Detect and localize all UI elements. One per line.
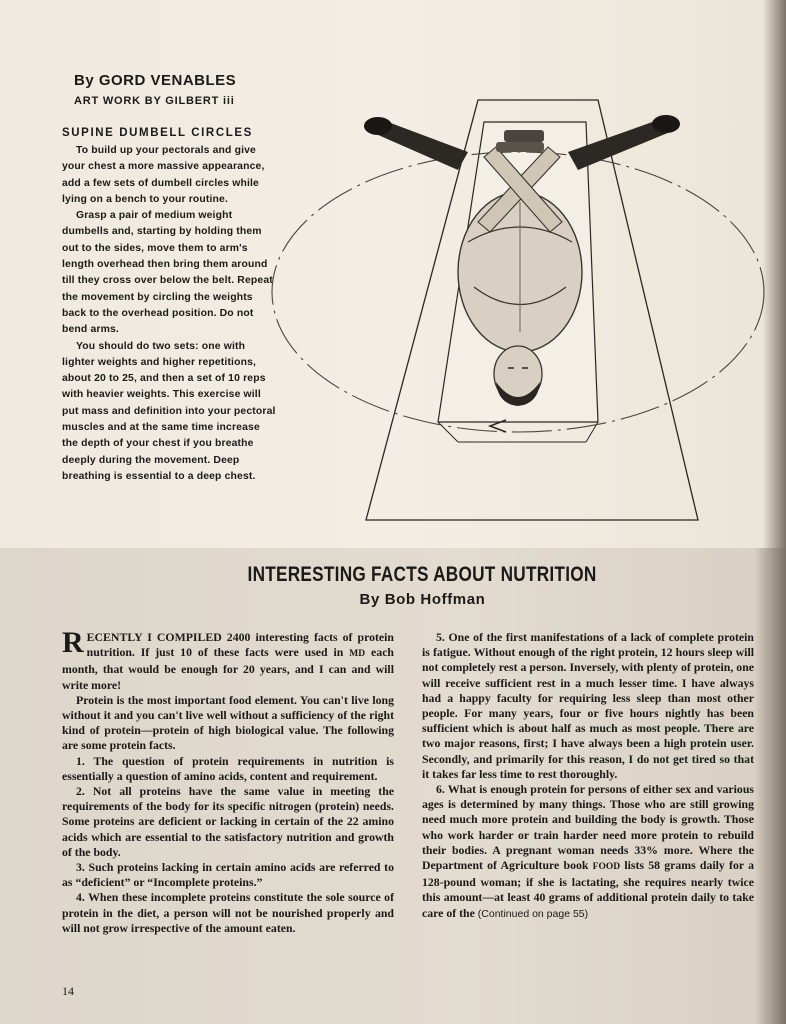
dumbbell-circle-illustration <box>268 92 768 532</box>
article-paragraph: 1. The question of protein requirements in nutrition is essentially a question of amino acids, content and requirement. <box>62 753 394 783</box>
article-paragraph: Protein is the most important food element. You can't live long without it and you can't live well without a sufficiency of the right kind of protein—protein of high biological value. The following are some protein facts. <box>62 692 394 753</box>
byline: By GORD VENABLES <box>74 72 237 89</box>
continued-note: (Continued on page 55) <box>477 907 589 920</box>
dumbbell-icon <box>496 142 544 152</box>
article-column-left <box>62 626 394 936</box>
page-number: 14 <box>62 984 74 998</box>
exercise-paragraph: You should do two sets: one with lighter weights and higher repetitions, about 20 to 25, and then a set of 10 reps with heavier weights. This exercise will put mass and definition into your pectoral muscles and at the same time increase the depth of your chest if you breathe deeply during the movement. Deep breathing is essential to a deep chest. <box>62 340 276 482</box>
dumbbell-icon <box>504 130 544 142</box>
article-title: INTERESTING FACTS ABOUT NUTRITION <box>247 563 597 586</box>
article-paragraph: 5. One of the first manifestations of a lack of complete protein is fatigue. Without enough of the right protein, 12 hours sleep will not completely rest a person. Inversely, with plenty of protein, one will receive sufficient rest in a much lesser time. I have always had a happy faculty for requiring less sleep than most other people. For many years, four or five hours nightly has been sufficient which is about half as much as most people. There are two major reasons, first; I have always been a high protein user. Secondly, and primarily for this reason, I do not get tired so that it takes far less time to rest thoroughly. <box>422 630 754 781</box>
artwork-credit: ART WORK BY GILBERT iii <box>74 95 235 107</box>
drop-cap: R <box>62 626 84 659</box>
exercise-paragraph: Grasp a pair of medium weight dumbells and, starting by holding them out to the sides, move them to arm's length overhead then bring them around till they cross over below the belt. Repeat the movement by circling the weights back to the overhead position. Do not bend arms. <box>62 210 273 336</box>
article-author: By Bob Hoffman <box>359 591 486 608</box>
article-paragraph: RECENTLY I COMPILED 2400 interesting facts of protein nutrition. If just 10 of these facts were used in MD each month, that would be enough for 20 years, and I can and will write more! <box>62 626 394 692</box>
exercise-body <box>62 143 277 485</box>
article-column-right <box>422 630 754 922</box>
article-paragraph: 6. What is enough protein for persons of either sex and various ages is determined by many things. Those who are still growing need much more protein and building the body is growth. Those who work harder or train harder need more protein to rebuild their bodies. A pregnant woman needs 33% more. Where the Department of Agriculture book FOOD lists 58 grams daily for a 128-pound woman; if she is lactating, she requires nearly twice this amount—at least 40 grams of additional protein daily to take care of the (Continued on page 55) <box>422 782 754 920</box>
exercise-title: SUPINE DUMBELL CIRCLES <box>62 127 253 139</box>
left-foot <box>364 117 392 135</box>
article-paragraph: 4. When these incomplete proteins constitute the sole source of protein in the diet, a person will not be nourished properly and will not grow irrespective of the amount eaten. <box>62 890 394 935</box>
exercise-paragraph: To build up your pectorals and give your chest a more massive appearance, add a few sets of dumbell circles while lying on a bench to your routine. <box>62 145 265 205</box>
article-paragraph: 3. Such proteins lacking in certain amino acids are referred to as “deficient” or “Incomplete proteins.” <box>62 860 394 890</box>
right-foot <box>652 115 680 133</box>
article-paragraph: 2. Not all proteins have the same value in meeting the requirements of the body for its specific nitrogen (protein) needs. Some proteins are deficient or lacking in certain of the 22 amino acids which are essential to the satisfactory nutrition and growth of the body. <box>62 784 394 859</box>
